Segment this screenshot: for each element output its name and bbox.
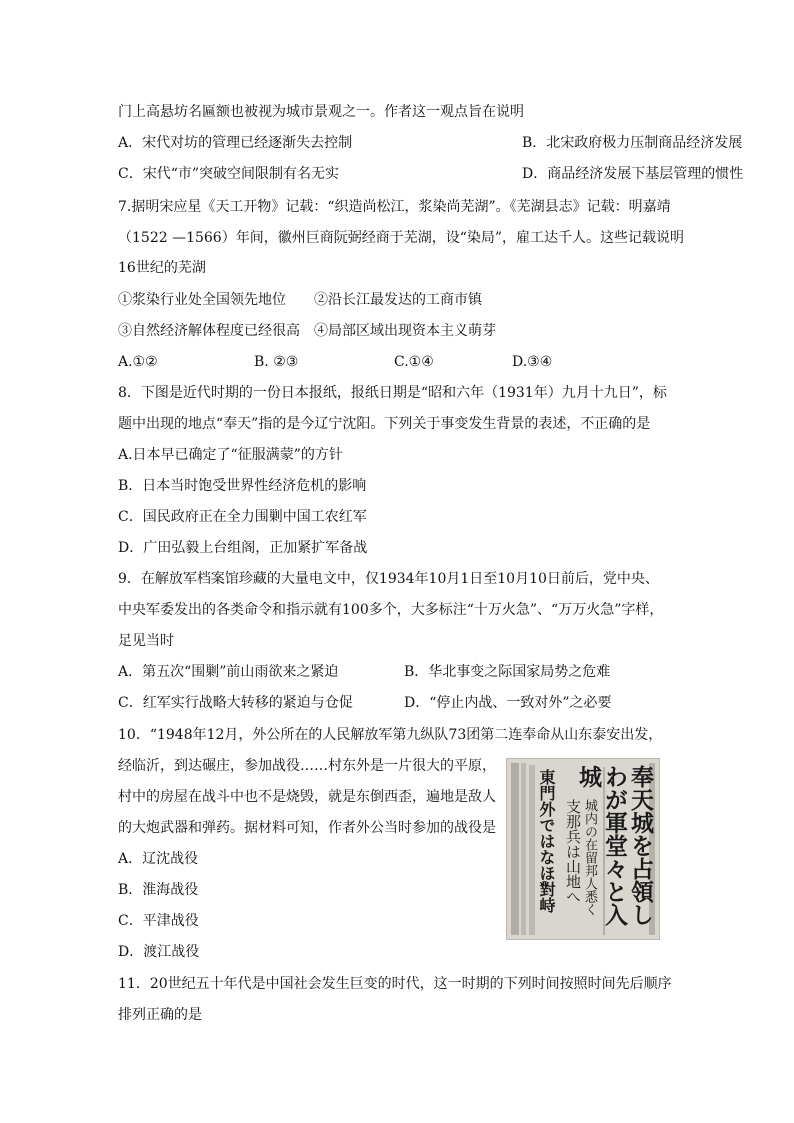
newspaper-subhead-1: 城内の在留邦人悉く [582, 799, 597, 916]
q7-option-a: A.①② [118, 354, 158, 370]
q8-stem-line-1: 8．下图是近代时期的一份日本报纸，报纸日期是“昭和六年（1931年）九月十九日”，标 [118, 385, 667, 401]
q9-stem-line-3: 足见当时 [118, 633, 174, 649]
q9-option-c: C．红军实行战略大转移的紧迫与仓促 [118, 695, 353, 711]
q6-option-b: B．北宋政府极力压制商品经济发展 [522, 135, 743, 151]
q7-options-row [118, 352, 553, 372]
q8-option-d: D．广田弘毅上台组阁，正加紧扩军备战 [118, 540, 368, 556]
q7-stem-line-1: 7.据明宋应星《天工开物》记载：“织造尚松江，浆染尚芜湖”。《芜湖县志》记载：明嘉靖 [118, 199, 671, 215]
newspaper-subhead-2: 支那兵は山地へ [564, 799, 582, 904]
q7-option-d: D.③④ [512, 354, 553, 370]
q7-item-row-2: ③自然经济解体程度已经很高 ④局部区域出现资本主义萌芽 [118, 323, 496, 339]
q7-option-b: B. ②③ [254, 354, 299, 370]
q10-option-a: A．辽沈战役 [118, 851, 199, 867]
newspaper-side-headline: 東門外ではなほ對峙 [537, 769, 556, 913]
q10-option-d: D．渡江战役 [118, 944, 200, 960]
q9-options-row-2 [118, 693, 612, 713]
q6-option-a: A．宋代对坊的管理已经逐渐失去控制 [118, 135, 353, 151]
q10-stem-line-3: 村中的房屋在战斗中也不是烧毁，就是东倒西歪，遍地是敌人 [118, 789, 496, 805]
q7-item-row-1: ①浆染行业处全国领先地位 ②沿长江最发达的工商市镇 [118, 292, 482, 308]
q6-options-row-2 [118, 164, 744, 184]
q7-stem-line-3: 16世纪的芜湖 [118, 260, 206, 276]
q9-options-row-1 [118, 662, 611, 682]
q9-option-d: D．“停止内战、一致对外”之必要 [404, 695, 612, 711]
q11-stem-line-2: 排列正确的是 [118, 1007, 202, 1023]
q7-stem-line-2: （1522 —1566）年间，徽州巨商阮弼经商于芜湖，设“染局”，雇工达千人。这些记载说明 [118, 230, 685, 246]
q9-option-a: A．第五次“围剿”前山雨欲来之紧迫 [118, 664, 339, 680]
q9-option-b: B．华北事变之际国家局势之危难 [404, 664, 611, 680]
q11-stem-line-1: 11．20世纪五十年代是中国社会发生巨变的时代，这一时期的下列时间按照时间先后顺序 [118, 976, 672, 992]
q6-stem-tail: 门上高悬坊名匾额也被视为城市景观之一。作者这一观点旨在说明 [118, 104, 524, 120]
q7-option-c: C.①④ [394, 354, 434, 370]
q8-option-a: A.日本早已确定了“征服满蒙”的方针 [118, 447, 343, 463]
q6-options-row-1 [118, 133, 743, 153]
q8-option-b: B．日本当时饱受世界性经济危机的影响 [118, 478, 367, 494]
q6-option-c: C．宋代“市”突破空间限制有名无实 [118, 166, 340, 182]
q10-option-c: C．平津战役 [118, 913, 199, 929]
newspaper-headline-1: 奉天城を占領し [627, 765, 654, 926]
q10-stem-line-2: 经临沂，到达碾庄，参加战役……村东外是一片很大的平原， [118, 758, 496, 774]
q9-stem-line-2: 中央军委发出的各类命令和指示就有100多个，大多标注“十万火急”、“万万火急”字样， [118, 602, 664, 618]
q8-stem-line-2: 题中出现的地点“奉天”指的是今辽宁沈阳。下列关于事变发生背景的表述，不正确的是 [118, 416, 651, 432]
q8-option-c: C．国民政府正在全力围剿中国工农红军 [118, 509, 367, 525]
q6-option-d: D．商品经济发展下基层管理的惯性 [522, 166, 744, 182]
q9-stem-line-1: 9．在解放军档案馆珍藏的大量电文中，仅1934年10月1日至10月10日前后，党中央、 [118, 571, 659, 587]
q10-stem-line-4: 的大炮武器和弹药。据材料可知，作者外公当时参加的战役是 [118, 820, 496, 836]
q10-option-b: B．淮海战役 [118, 882, 199, 898]
q10-stem-line-1: 10．“1948年12月，外公所在的人民解放军第九纵队73团第二连奉命从山东泰安出发， [118, 727, 663, 743]
newspaper-image [506, 758, 660, 940]
newspaper-headline-2: わが軍堂々と入城 [575, 765, 628, 926]
